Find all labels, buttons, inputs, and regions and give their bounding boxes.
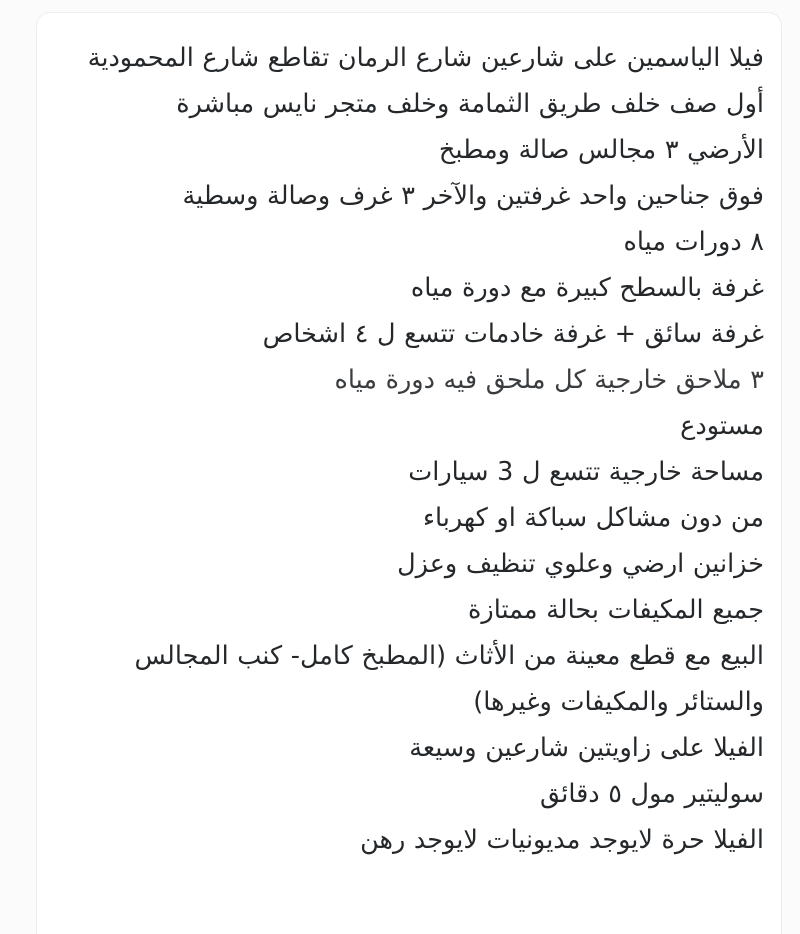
- description-line: فيلا الياسمين على شارعين شارع الرمان تقاطع شارع المحمودية أول صف خلف طريق الثمامة وخلف متجر نايس مباشرة: [87, 43, 764, 119]
- description-line: من دون مشاكل سباكة او كهرباء: [423, 503, 764, 533]
- description-line: البيع مع قطع معينة من الأثاث (المطبخ كامل- كنب المجالس والستائر والمكيفات وغيرها): [134, 641, 764, 717]
- description-line: الأرضي ٣ مجالس صالة ومطبخ: [438, 135, 764, 165]
- description-line: الفيلا على زاويتين شارعين وسيعة: [409, 733, 764, 763]
- listing-description-card: [36, 12, 782, 934]
- description-line: مستودع: [680, 411, 764, 441]
- description-line: غرفة بالسطح كبيرة مع دورة مياه: [410, 273, 764, 303]
- description-line: فوق جناحين واحد غرفتين والآخر ٣ غرف وصالة وسطية: [182, 181, 764, 211]
- description-line: ٣ ملاحق خارجية كل ملحق فيه دورة مياه: [334, 365, 764, 395]
- description-line: ٨ دورات مياه: [623, 227, 764, 257]
- listing-description-body: [37, 13, 781, 863]
- description-line: خزانين ارضي وعلوي تنظيف وعزل: [397, 549, 764, 579]
- description-line: مساحة خارجية تتسع ل 3 سيارات: [408, 457, 764, 487]
- description-line: الفيلا حرة لايوجد مديونيات لايوجد رهن: [360, 825, 764, 855]
- description-line: جميع المكيفات بحالة ممتازة: [468, 595, 764, 625]
- description-line: سوليتير مول ٥ دقائق: [539, 779, 764, 809]
- description-line: غرفة سائق + غرفة خادمات تتسع ل ٤ اشخاص: [262, 319, 764, 349]
